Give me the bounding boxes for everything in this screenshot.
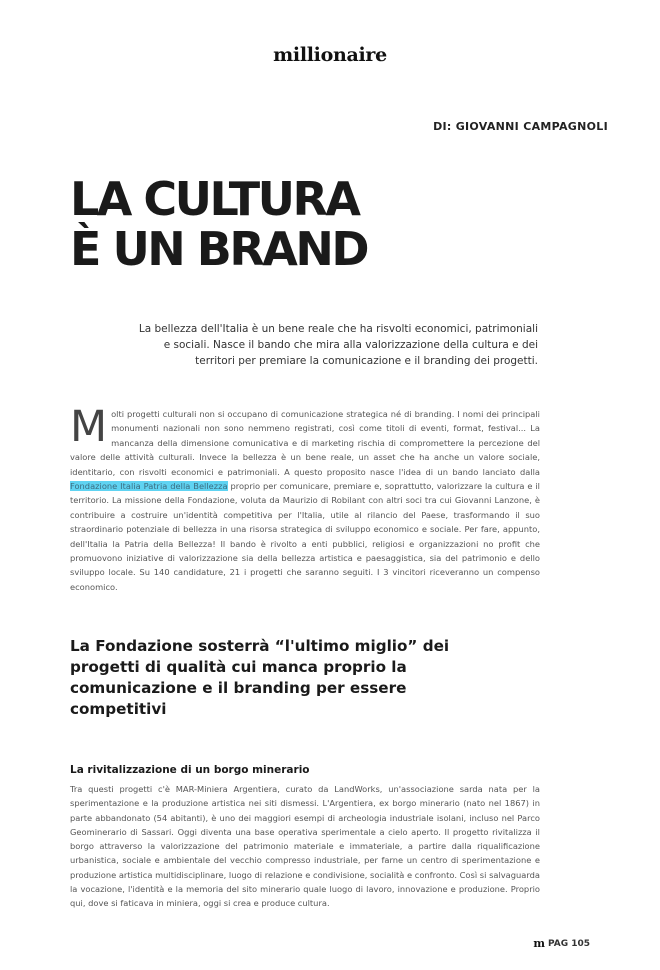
article-body-section: Tra questi progetti c'è MAR-Miniera Argentiera, curato da LandWorks, un'associazione sarda nata per la sperimentazione e la produzione artistica nei siti dismessi. L'Argentiera, ex borgo minerario (nato nel 1867) in parte abbandonato (54 abitanti), è uno dei maggiori esempi di archeologia industriale isolani, incluso nel Parco Geominerario di Sassari. Oggi diventa una base operativa sperimentale a cielo aperto. Il progetto rivitalizza il borgo attraverso la valorizzazione del patrimonio materiale e immateriale, a partire dalla riqualificazione urbanistica, sociale e ambientale del vecchio compresso industriale, per farne un centro di sperimentazione e produzione artistica multidisciplinare, luogo di relazione e condivisione, socialità e confronto. Così si salvaguarda la vocazione, l'identità e la memoria del sito minerario quale luogo di lavoro, innovazione e produzione. Proprio qui, dove si faticava in miniera, oggi si crea e produce cultura. bbox=[70, 784, 540, 909]
magazine-logo-icon: m bbox=[533, 937, 545, 950]
body-text-after-highlight: proprio per comunicare, premiare e, soprattutto, valorizzare la cultura e il territorio. La missione della Fondazione, voluta da Maurizio di Robilant con altri soci tra cui Giovanni Lanzone, è contribuire a costruire un'identità competitiva per l'Italia, utile al rilancio del Paese, trasformando il suo straordinario potenziale di bellezza in una risorsa strategica di sviluppo economico e sociale. Per fare, appunto, dell'Italia la Patria della Bellezza! Il bando è rivolto a enti pubblici, religiosi e organizzazioni no profit che promuovono iniziative di valorizzazione sia della bellezza artistica e paesaggistica, sia del patrimonio e dello sviluppo locale. Su 140 candidature, 21 i progetti che saranno seguiti. I 3 vincitori riceveranno un compenso economico. bbox=[70, 481, 540, 592]
headline-line-2: È UN BRAND bbox=[70, 222, 368, 276]
drop-cap: M bbox=[70, 402, 108, 452]
pull-quote: La Fondazione sosterrà “l'ultimo miglio” dei progetti di qualità cui manca proprio la comunicazione e il branding per essere competitivi bbox=[70, 637, 450, 718]
body-text-before-highlight: olti progetti culturali non si occupano di comunicazione strategica né di branding. I nomi dei principali monumenti nazionali non sono nemmeno registrati, così come titoli di eventi, format, festival... La mancanza della dimensione comunicativa e di marketing rischia di compromettere la percezione del valore delle attività culturali. Invece la bellezza è un bene reale, un asset che ha anche un valore sociale, identitario, con risvolti economici e patrimoniali. A questo proposito nasce l'idea di un bando lanciato dalla bbox=[70, 409, 540, 477]
article-body-intro bbox=[70, 402, 540, 594]
page-label: PAG 105 bbox=[547, 938, 590, 949]
headline-line-1: LA CULTURA bbox=[70, 172, 359, 226]
article-headline bbox=[70, 174, 367, 274]
highlighted-text: Fondazione Italia Patria della Bellezza bbox=[70, 481, 228, 492]
magazine-masthead: millionaire bbox=[273, 44, 387, 66]
page-number bbox=[533, 937, 590, 950]
article-standfirst: La bellezza dell'Italia è un bene reale che ha risvolti economici, patrimoniali e sociali. Nasce il bando che mira alla valorizzazione della cultura e dei territori per premiare la comunicazione e il branding dei progetti. bbox=[138, 323, 538, 367]
section-subhead: La rivitalizzazione di un borgo minerario bbox=[70, 764, 310, 776]
byline: DI: GIOVANNI CAMPAGNOLI bbox=[433, 120, 608, 133]
